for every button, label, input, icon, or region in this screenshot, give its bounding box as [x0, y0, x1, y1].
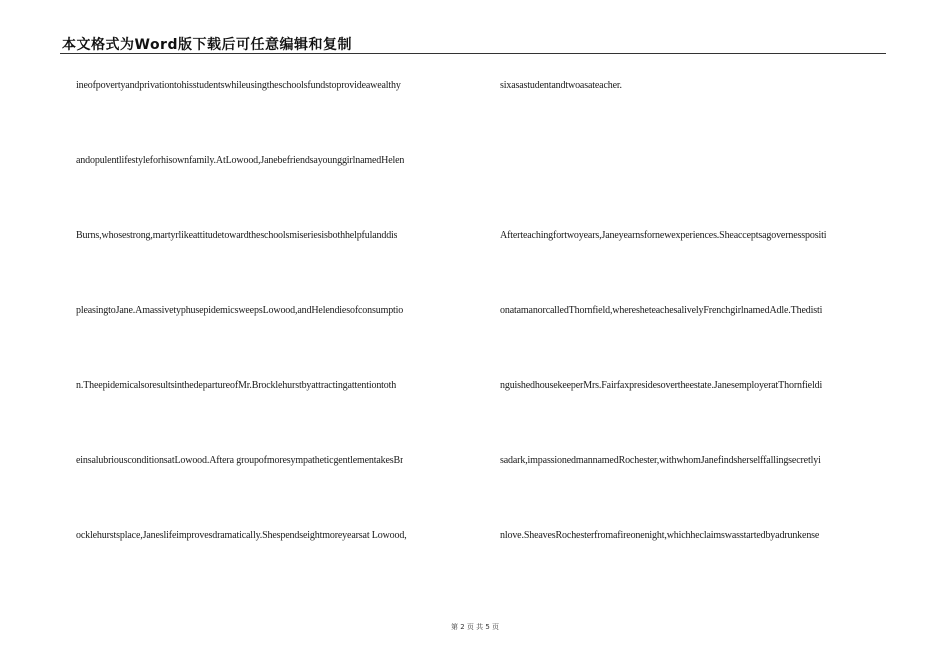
text-line: andopulentlifestyleforhisownfamily.AtLowood,JanebefriendsayounggirlnamedHelen	[76, 155, 405, 166]
text-line: Afterteachingfortwoyears,Janeyearnsfornewexperiences.Sheacceptsagovernesspositi	[500, 230, 827, 241]
text-line: onatamanorcalledThornfield,wheresheteachesalivelyFrenchgirlnamedAdle.Thedisti	[500, 305, 823, 316]
page-number: 第 2 页 共 5 页	[450, 623, 500, 631]
left-text-column	[76, 0, 468, 600]
text-line: sixasastudentandtwoasateacher.	[500, 80, 622, 91]
text-line: einsalubriousconditionsatLowood.Aftera groupofmoresympatheticgentlementakesBr	[76, 455, 404, 466]
text-line: sadark,impassionedmannamedRochester,withwhomJanefindsherselffallingsecretlyi	[500, 455, 821, 466]
page-header-title: 本文格式为Word版下载后可任意编辑和复制	[62, 37, 352, 53]
text-line: nlove.SheavesRochesterfromafireonenight,whichheclaimswasstartedbyadrunkense	[500, 530, 820, 541]
right-text-column	[500, 0, 888, 600]
text-line: nguishedhousekeeperMrs.Fairfaxpresidesovertheestate.JanesemployeratThornfieldi	[500, 380, 823, 391]
text-line: ocklehurstsplace,Janeslifeimprovesdramatically.Shespendseightmoreyearsat Lowood,	[76, 530, 407, 541]
text-line: pleasingtoJane.AmassivetyphusepidemicsweepsLowood,andHelendiesofconsumptio	[76, 305, 404, 316]
text-line: ineofpovertyandprivationtohisstudentswhileusingtheschoolsfundstoprovideawealthy	[76, 80, 401, 91]
text-line: n.TheepidemicalsoresultsinthedepartureofMr.Brocklehurstbyattractingattentiontoth	[76, 380, 397, 391]
text-line: Burns,whosestrong,martyrlikeattitudetowardtheschoolsmiseriesisbothhelpfulanddis	[76, 230, 398, 241]
